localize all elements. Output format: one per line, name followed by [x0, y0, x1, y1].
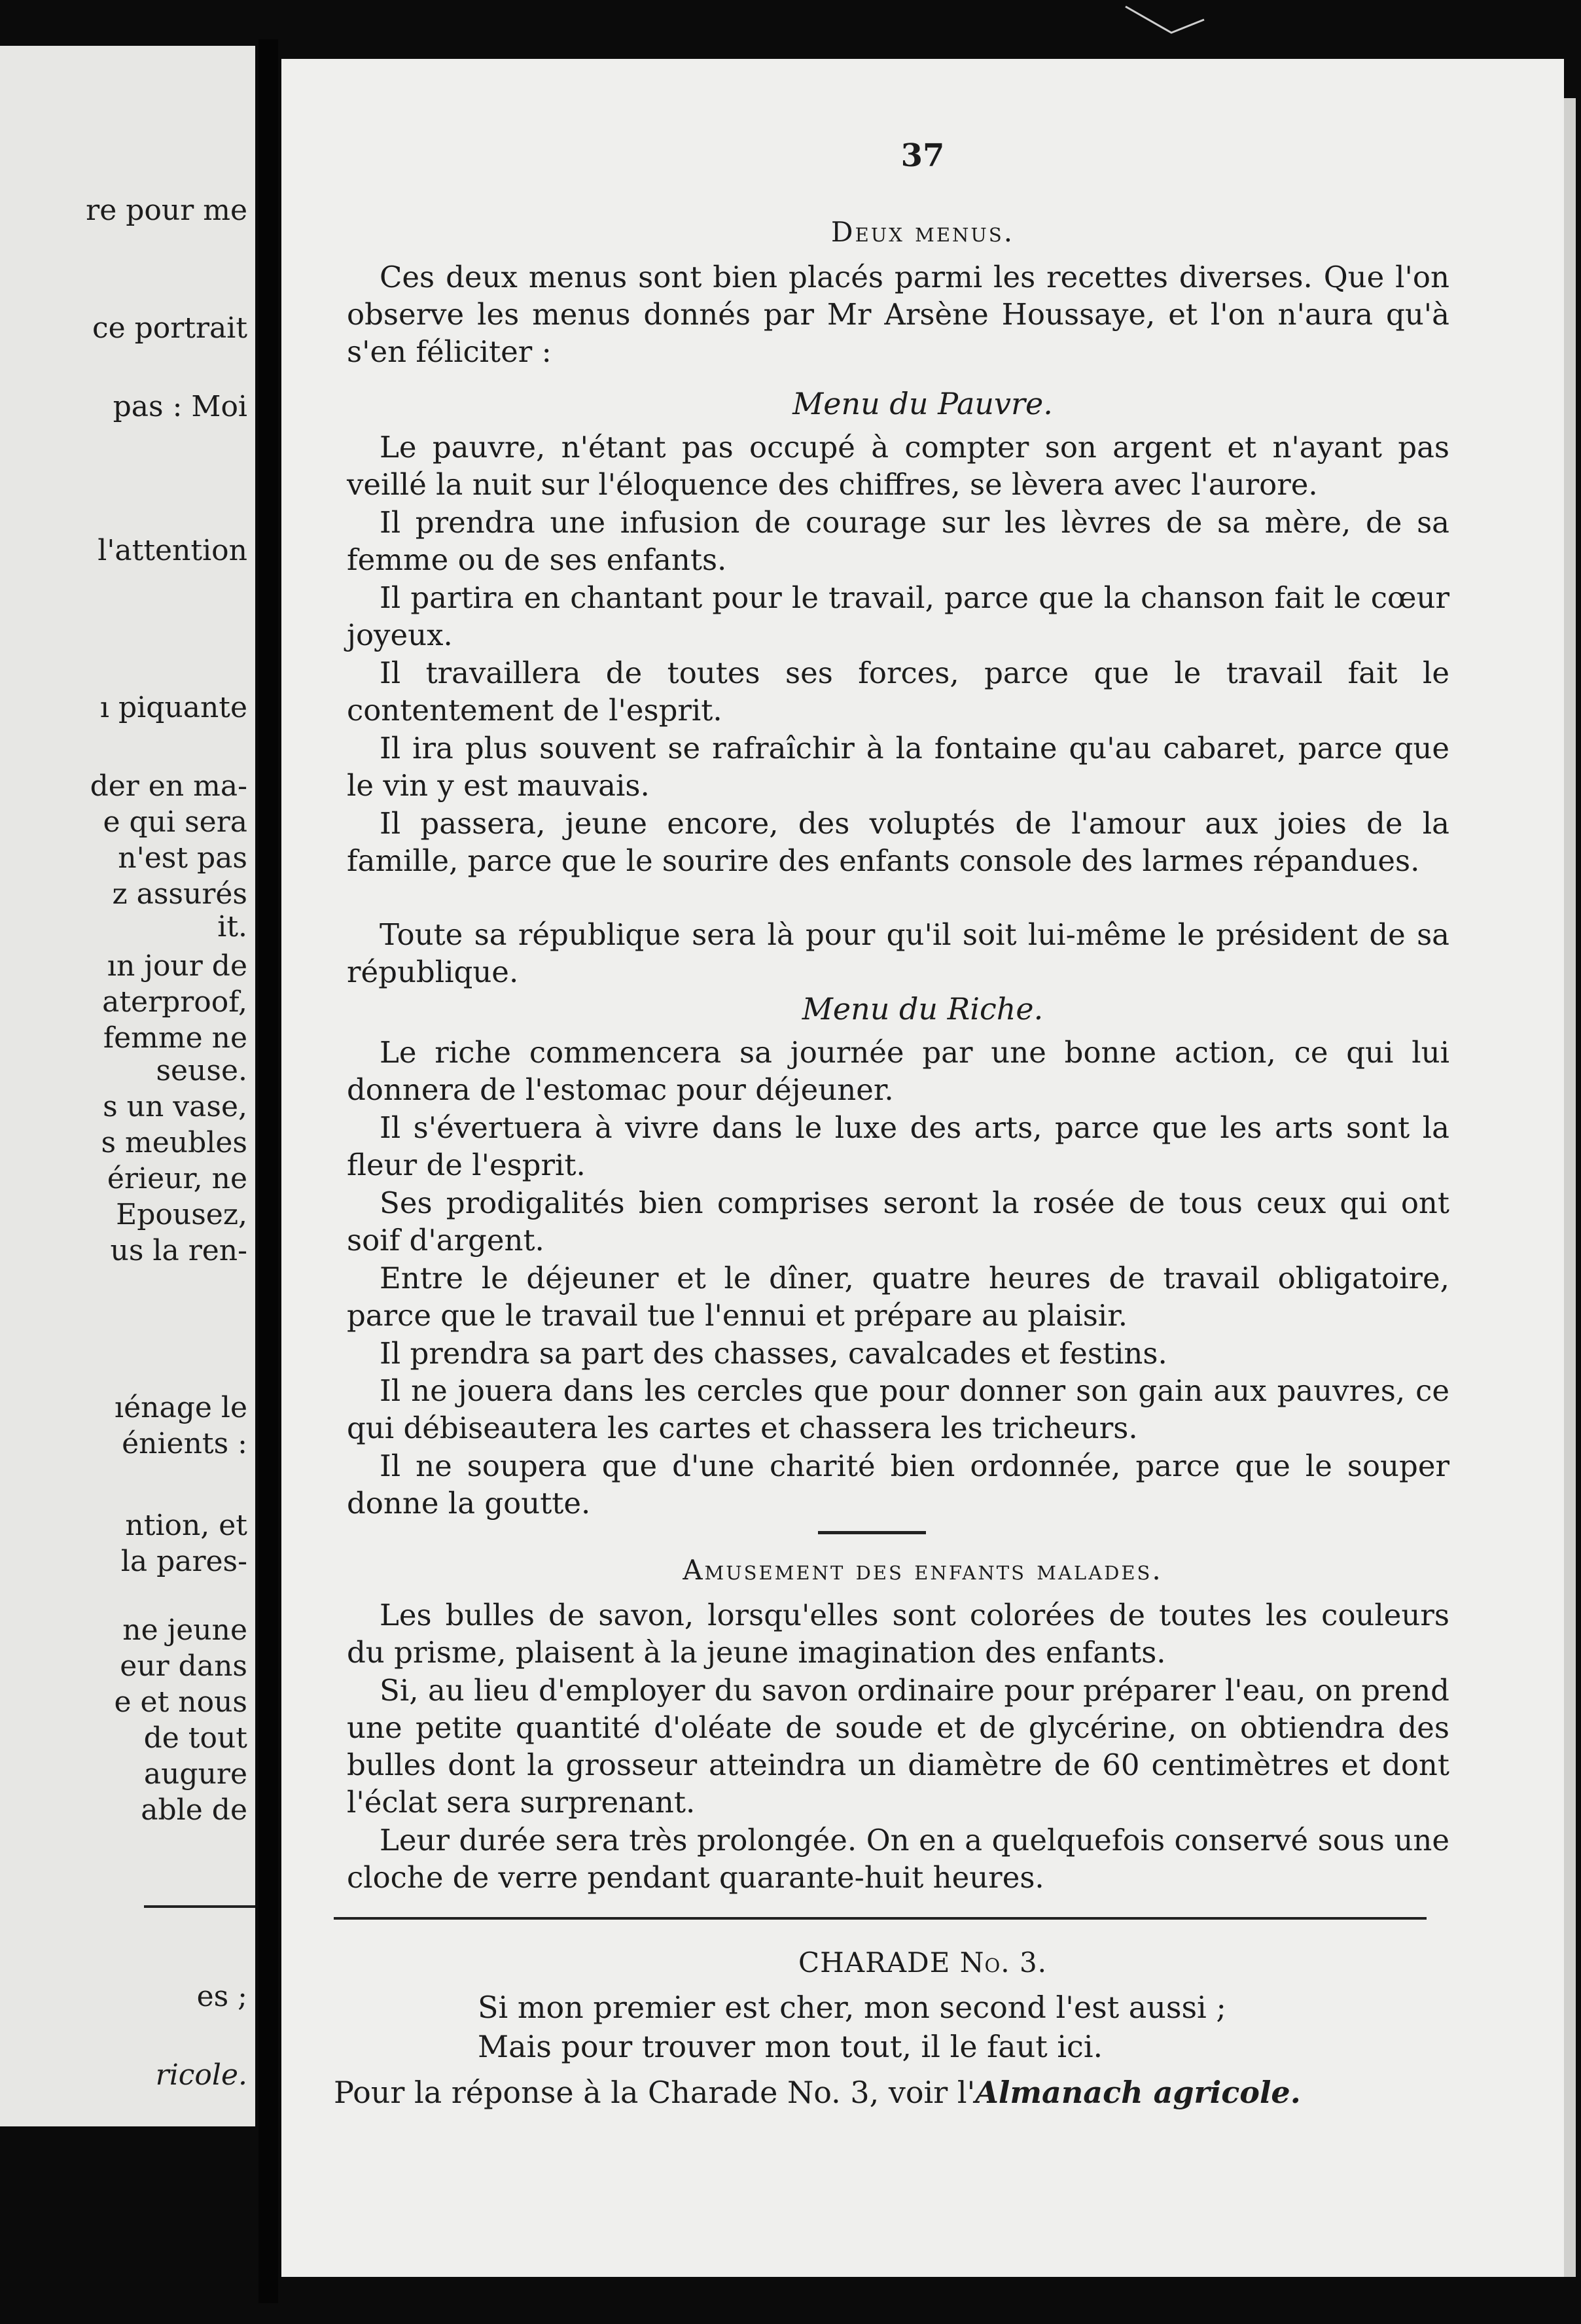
- amusement-paragraph: Si, au lieu d'employer du savon ordinaire pour préparer l'eau, on prend une petite quantité d'oléate de soude et de glycérine, on obtiendra des bulles dont la grosseur atteindra un diamètre de 60 centimètres et dont l'éclat sera surprenant.: [347, 1673, 1449, 1820]
- riche-paragraph: Il ne soupera que d'une charité bien ordonnée, parce que le souper donne la goutte.: [347, 1449, 1449, 1521]
- left-fragment: ın jour de: [107, 949, 247, 983]
- left-fragment: s un vase,: [103, 1090, 247, 1123]
- almanach-reference: Almanach agricole.: [975, 2075, 1301, 2110]
- left-fragment: it.: [217, 910, 247, 943]
- left-divider: [144, 1905, 255, 1908]
- intro-paragraph: Ces deux menus sont bien placés parmi les recettes diverses. Que l'on observe les menus donnés par Mr Arsène Houssaye, et l'on n'aura qu'à s'en féliciter :: [347, 260, 1449, 369]
- riche-paragraph: Il ne jouera dans les cercles que pour donner son gain aux pauvres, ce qui débiseautera les cartes et chassera les tricheurs.: [347, 1373, 1449, 1445]
- left-fragment: re pour me: [86, 194, 247, 227]
- left-fragment: seuse.: [156, 1054, 247, 1087]
- riche-paragraph: Il prendra sa part des chasses, cavalcades et festins.: [380, 1336, 1167, 1371]
- book-page: [281, 59, 1564, 2277]
- pauvre-paragraph: Il prendra une infusion de courage sur les lèvres de sa mère, de sa femme ou de ses enfants.: [347, 505, 1449, 577]
- pauvre-paragraph: Toute sa république sera là pour qu'il soit lui-même le président de sa république.: [347, 917, 1449, 989]
- left-fragment: la pares-: [120, 1545, 247, 1578]
- left-fragment: us la ren-: [110, 1234, 247, 1267]
- pauvre-paragraph: Le pauvre, n'étant pas occupé à compter son argent et n'ayant pas veillé la nuit sur l'éloquence des chiffres, se lèvera avec l'aurore.: [347, 430, 1449, 502]
- long-divider: [334, 1917, 1427, 1920]
- left-fragment: de tout: [143, 1721, 247, 1755]
- scan-artifact: [1112, 0, 1309, 46]
- menu-pauvre-title: Menu du Pauvre.: [792, 386, 1053, 421]
- pauvre-paragraph: Il travaillera de toutes ses forces, parce que le travail fait le contentement de l'esprit.: [347, 656, 1449, 728]
- left-facing-page: [0, 46, 255, 2126]
- riche-paragraph: Entre le déjeuner et le dîner, quatre heures de travail obligatoire, parce que le travail tue l'ennui et prépare au plaisir.: [347, 1261, 1449, 1333]
- charade-title: CHARADE No. 3.: [798, 1946, 1048, 1979]
- menu-riche-title: Menu du Riche.: [802, 991, 1044, 1027]
- left-fragment: der en ma-: [90, 769, 247, 803]
- left-fragment: Epousez,: [116, 1198, 247, 1231]
- pauvre-paragraph: Il ira plus souvent se rafraîchir à la fontaine qu'au cabaret, parce que le vin y est mauvais.: [347, 731, 1449, 803]
- left-fragment: aterproof,: [102, 985, 247, 1019]
- left-fragment: énients :: [122, 1427, 247, 1460]
- left-fragment: augure: [143, 1757, 247, 1791]
- riche-paragraph: Le riche commencera sa journée par une bonne action, ce qui lui donnera de l'estomac pour déjeuner.: [347, 1035, 1449, 1107]
- section-title-menus: Deux menus.: [830, 216, 1015, 248]
- left-fragment: l'attention: [98, 534, 247, 567]
- left-fragment: ricole.: [155, 2058, 247, 2092]
- riche-paragraph: Ses prodigalités bien comprises seront la rosée de tous ceux qui ont soif d'argent.: [347, 1186, 1449, 1258]
- left-fragment: ı piquante: [99, 691, 247, 724]
- left-fragment: pas : Moi: [113, 390, 247, 423]
- left-fragment: s meubles: [101, 1126, 247, 1159]
- left-fragment: ntion, et: [125, 1509, 247, 1542]
- left-fragment: ne jeune: [122, 1613, 247, 1647]
- left-fragment: ce portrait: [92, 311, 247, 345]
- pauvre-paragraph: Il passera, jeune encore, des voluptés de l'amour aux joies de la famille, parce que le sourire des enfants console des larmes répandues.: [347, 806, 1449, 878]
- charade-answer-reference: [334, 2075, 1446, 2110]
- left-fragment: z assurés: [112, 877, 247, 911]
- page-number: 37: [900, 137, 945, 174]
- pauvre-paragraph: Il partira en chantant pour le travail, parce que la chanson fait le cœur joyeux.: [347, 580, 1449, 652]
- left-fragment: érieur, ne: [107, 1162, 247, 1195]
- amusement-paragraph: Leur durée sera très prolongée. On en a quelquefois conservé sous une cloche de verre pendant quarante-huit heures.: [347, 1823, 1449, 1895]
- book-gutter: [258, 39, 278, 2303]
- left-fragment: e qui sera: [103, 805, 247, 839]
- left-fragment: ıénage le: [115, 1391, 247, 1424]
- short-divider: [818, 1531, 926, 1534]
- left-fragment: n'est pas: [118, 841, 247, 875]
- left-fragment: eur dans: [120, 1649, 247, 1683]
- left-fragment: es ;: [196, 1980, 247, 2013]
- left-fragment: e et nous: [114, 1685, 247, 1719]
- answer-prefix: Pour la réponse à la Charade No. 3, voir l': [334, 2075, 976, 2110]
- riche-paragraph: Il s'évertuera à vivre dans le luxe des arts, parce que les arts sont la fleur de l'esprit.: [347, 1110, 1449, 1182]
- left-fragment: able de: [141, 1793, 247, 1827]
- left-fragment: femme ne: [103, 1021, 247, 1055]
- amusement-paragraph: Les bulles de savon, lorsqu'elles sont colorées de toutes les couleurs du prisme, plaisent à la jeune imagination des enfants.: [347, 1598, 1449, 1670]
- charade-line-2: Mais pour trouver mon tout, il le faut ici.: [478, 2029, 1103, 2064]
- charade-line-1: Si mon premier est cher, mon second l'est aussi ;: [478, 1990, 1226, 2025]
- section-title-amusement: Amusement des enfants malades.: [683, 1554, 1163, 1586]
